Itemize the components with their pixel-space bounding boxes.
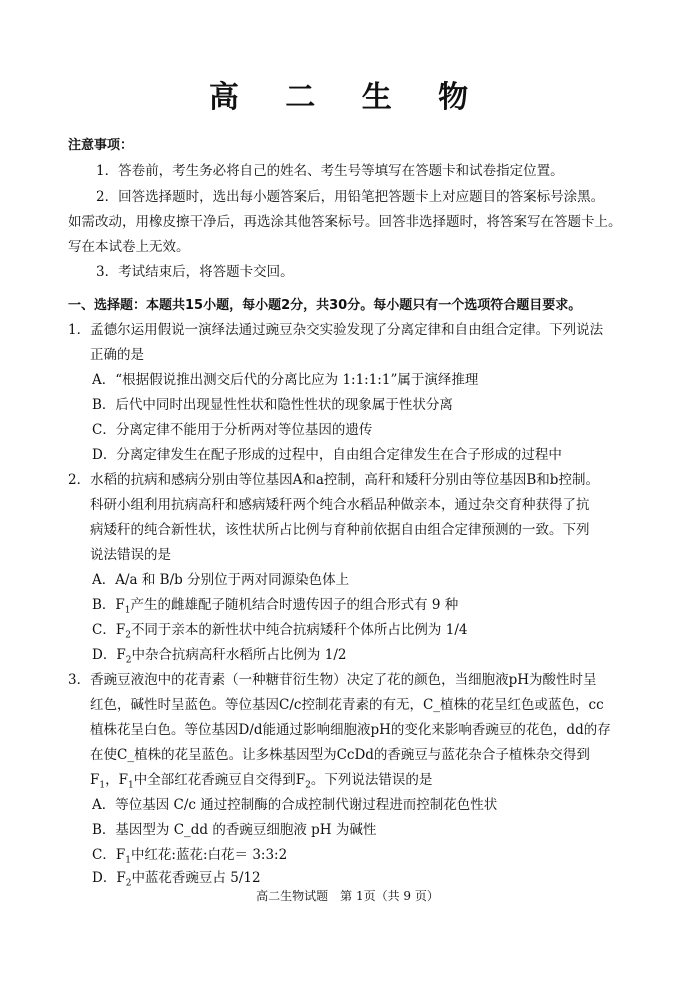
notice-heading: 注意事项：	[68, 138, 134, 153]
q3-option-b: B．基因型为 C_dd 的香豌豆细胞液 pH 为碱性	[92, 822, 377, 838]
q1-option-b: B．后代中同时出现显性性状和隐性性状的现象属于性状分离	[92, 397, 453, 413]
q1-option-c: C．分离定律不能用于分析两对等位基因的遗传	[92, 422, 373, 438]
q2-stem-line-3: 病矮秆的纯合新性状，该性状所占比例与育种前依据自由组合定律预测的一致。下列	[90, 522, 590, 538]
q2-stem-line-4: 说法错误的是	[90, 547, 171, 563]
q3-stem-line-3: 植株花呈白色。等位基因D/d能通过影响细胞液pH的变化来影响香豌豆的花色，dd的存	[90, 722, 611, 738]
q3-stem-line-2: 红色，碱性时呈蓝色。等位基因C/c控制花青素的有无，C_植株的花呈红色或蓝色，cc	[90, 697, 604, 713]
q2-option-c: C．$F_2$不同于亲本的新性状中纯合抗病矮秆个体所占比例为 1/4	[92, 622, 468, 641]
notice-item-2-line-1: 2．回答选择题时，选出每小题答案后，用铅笔把答题卡上对应题目的答案标号涂黑。	[96, 189, 605, 205]
q1-stem-line-1: 1．孟德尔运用假说一演绎法通过豌豆杂交实验发现了分离定律和自由组合定律。下列说法	[68, 322, 604, 338]
q3-stem-line-1: 3．香豌豆液泡中的花青素（一种糖苷衍生物）决定了花的颜色，当细胞液pH为酸性时呈	[68, 672, 597, 688]
q2-option-b: B．$F_1$产生的雌雄配子随机结合时遗传因子的组合形式有 9 种	[92, 597, 459, 616]
q2-stem-line-1: 2．水稻的抗病和感病分别由等位基因A和a控制，高秆和矮秆分别由等位基因B和b控制。	[68, 472, 599, 488]
q3-stem-line-5: $F_1$，$F_1$中全部红花香豌豆自交得到$F_2$。下列说法错误的是	[90, 772, 433, 791]
q3-stem-line-4: 在使C_植株的花呈蓝色。让多株基因型为CcDd的香豌豆与蓝花杂合子植株杂交得到	[90, 747, 590, 763]
q2-stem-line-2: 科研小组利用抗病高秆和感病矮秆两个纯合水稻品种做亲本，通过杂交育种获得了抗	[90, 497, 590, 513]
page-title: 高 二 生 物	[208, 80, 487, 115]
q2-option-a: A．A/a 和 B/b 分别位于两对同源染色体上	[92, 572, 350, 588]
q1-option-d: D．分离定律发生在配子形成的过程中，自由组合定律发生在合子形成的过程中	[92, 447, 562, 463]
section-heading: 一、选择题：本题共15小题，每小题2分，共30分。每小题只有一个选项符合题目要求。	[68, 298, 582, 313]
q1-stem-line-2: 正确的是	[90, 347, 144, 363]
q3-option-d: D．$F_2$中蓝花香豌豆占 5/12	[92, 870, 261, 889]
q2-option-d: D．$F_2$中杂合抗病高秆水稻所占比例为 1/2	[92, 647, 347, 666]
q1-option-a: A．“根据假说推出测交后代的分离比应为 1:1:1:1”属于演绎推理	[92, 372, 479, 388]
q3-option-a: A．等位基因 C/c 通过控制酶的合成控制代谢过程进而控制花色性状	[92, 797, 498, 813]
notice-item-3: 3．考试结束后，将答题卡交回。	[96, 264, 294, 280]
notice-item-2-line-3: 写在本试卷上无效。	[68, 239, 190, 255]
page-footer: 高二生物试题 第 1页（共 9 页）	[256, 889, 439, 903]
q3-option-c: C．$F_1$中红花:蓝花:白花＝ 3:3:2	[92, 847, 288, 866]
notice-item-2-line-2: 如需改动，用橡皮擦干净后，再选涂其他答案标号。回答非选择题时，将答案写在答题卡上。	[68, 214, 622, 230]
notice-item-1: 1．答卷前，考生务必将自己的姓名、考生号等填写在答题卡和试卷指定位置。	[96, 163, 564, 179]
